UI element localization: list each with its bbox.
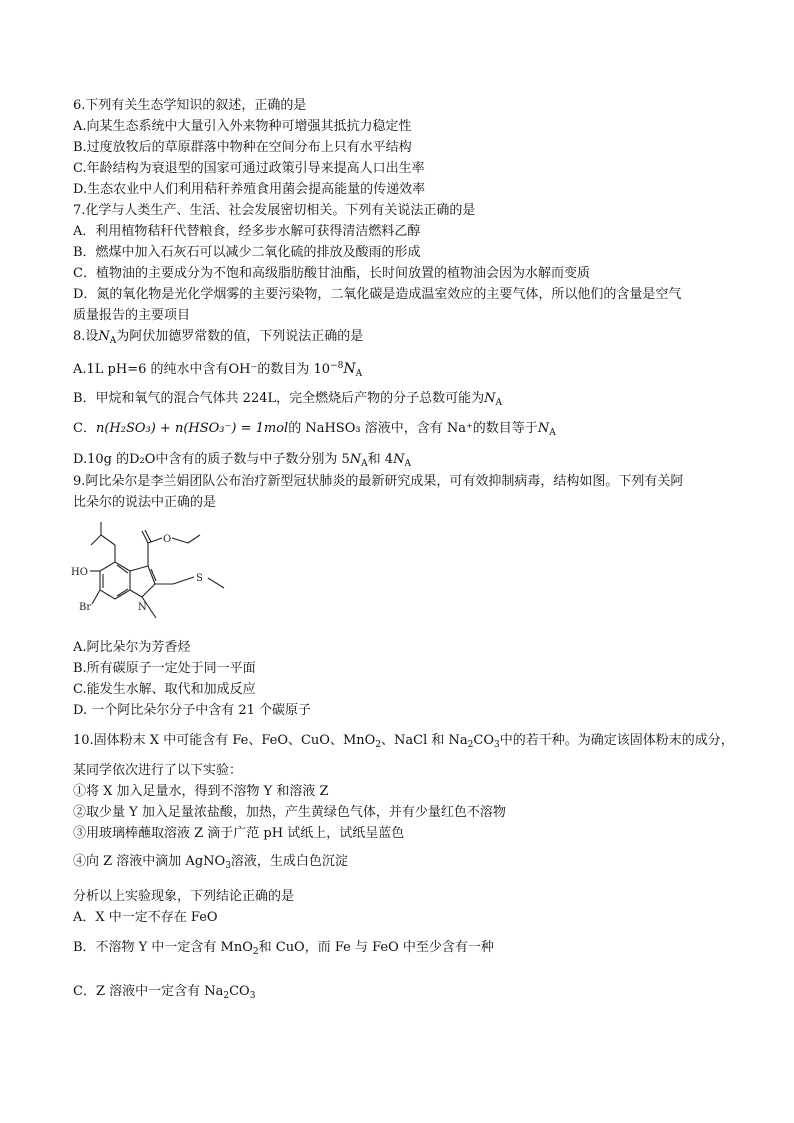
label-br: Br [79, 602, 92, 613]
label-o: O [163, 534, 172, 545]
q7-stem: 7.化学与人类生产、生活、社会发展密切相关。下列有关说法正确的是 [73, 203, 476, 218]
q7-option-b: B．燃煤中加入石灰石可以减少二氧化硫的排放及酸雨的形成 [73, 245, 421, 260]
q6-option-d: D.生态农业中人们利用秸秆养殖食用菌会提高能量的传递效率 [73, 182, 426, 197]
q9-stem-line1: 9.阿比朵尔是李兰娟团队公布治疗新型冠状肺炎的最新研究成果，可有效抑制病毒，结构如图。下列有关阿 [73, 474, 684, 489]
q10-option-b: B．不溶物 Y 中一定含有 MnO$_2$和 CuO，而 Fe 与 FeO 中至少含有一种 [73, 940, 494, 957]
q10-experiment-1: ①将 X 加入足量水，得到不溶物 Y 和溶液 Z [73, 784, 329, 799]
q6-stem: 6.下列有关生态学知识的叙述，正确的是 [73, 98, 307, 113]
q6-option-c: C.年龄结构为衰退型的国家可通过政策引导来提高人口出生率 [73, 161, 425, 176]
q8-option-b: B．甲烷和氧气的混合气体共 224L，完全燃烧后产物的分子总数可能为$N_A$ [73, 391, 503, 408]
label-s: S [196, 573, 203, 584]
q7-option-d-line2: 质量报告的主要项目 [73, 308, 191, 323]
q7-option-a: A．利用植物秸秆代替粮食，经多步水解可获得清洁燃料乙醇 [73, 224, 421, 239]
q6-option-b: B.过度放牧后的草原群落中物种在空间分布上只有水平结构 [73, 140, 412, 155]
q10-experiment-2: ②取少量 Y 加入足量浓盐酸，加热，产生黄绿色气体，并有少量红色不溶物 [73, 805, 506, 820]
q10-stem-line2: 某同学依次进行了以下实验： [73, 763, 243, 778]
label-n: N [138, 602, 147, 613]
q8-option-a: A.1L pH=6 的纯水中含有OH⁻的数目为 $10^{-8}N_A$ [73, 361, 363, 379]
q9-option-c: C.能发生水解、取代和加成反应 [73, 682, 256, 697]
q9-option-b: B.所有碳原子一定处于同一平面 [73, 661, 256, 676]
q8-stem: 8.设$N_A$为阿伏加德罗常数的值，下列说法正确的是 [73, 329, 364, 346]
q6-option-a: A.向某生态系统中大量引入外来物种可增强其抵抗力稳定性 [73, 119, 412, 134]
q9-option-d: D. 一个阿比朵尔分子中含有 21 个碳原子 [73, 703, 312, 718]
q10-stem: 10.固体粉末 X 中可能含有 Fe、FeO、CuO、MnO$_2$、NaCl 和 $Na_2CO_3$中的若干种。为确定该固体粉末的成分， [73, 733, 734, 750]
q9-option-a: A.阿比朵尔为芳香烃 [73, 640, 191, 655]
q10-experiment-4: ④向 Z 溶液中滴加 AgNO$_3$溶液，生成白色沉淀 [73, 854, 348, 871]
label-ho: HO [71, 567, 88, 578]
arbidol-structure-diagram [70, 518, 240, 630]
q10-option-a: A．X 中一定不存在 FeO [73, 910, 218, 925]
q7-option-c: C．植物油的主要成分为不饱和高级脂肪酸甘油酯，长时间放置的植物油会因为水解而变质 [73, 266, 590, 281]
q10-option-c: C．Z 溶液中一定含有 $Na_2CO_3$ [73, 984, 256, 1001]
q10-analysis: 分析以上实验现象，下列结论正确的是 [73, 889, 295, 904]
q8-option-d: D.10g 的D₂O中含有的质子数与中子数分别为 $5N_A$和 $4N_A$ [73, 452, 411, 469]
q8-option-c: C．n(H₂SO₃) + n(HSO₃⁻) = 1mol的 NaHSO₃ 溶液中，含有 Na⁺的数目等于$N_A$ [73, 421, 556, 438]
q9-stem-line2: 比朵尔的说法中正确的是 [73, 495, 217, 510]
q7-option-d-line1: D．氮的氧化物是光化学烟雾的主要污染物，二氧化碳是造成温室效应的主要气体，所以他们的含量是空气 [73, 287, 682, 302]
q10-experiment-3: ③用玻璃棒蘸取溶液 Z 滴于广范 pH 试纸上，试纸呈蓝色 [73, 826, 405, 841]
